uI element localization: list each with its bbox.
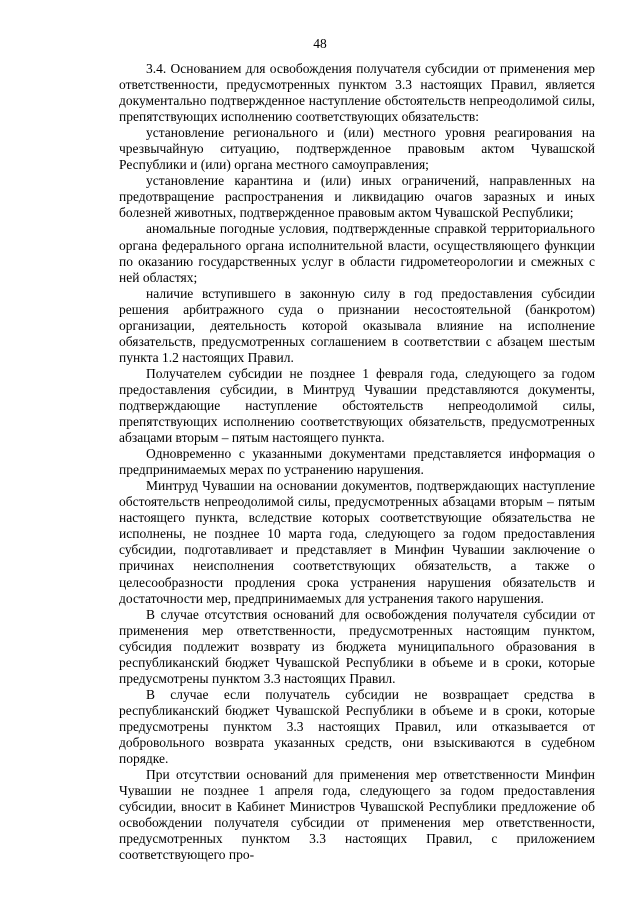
page-number: 48 [313, 36, 327, 51]
document-body [119, 61, 595, 863]
paragraph-weather-conditions: аномальные погодные условия, подтвержденные справкой территориального органа федерального органа исполнительной власти, осуществляющего функции по оказанию государственных услуг в области гидрометеорологии и смежных с ней областях; [119, 221, 595, 285]
paragraph-documents-deadline: Получателем субсидии не позднее 1 февраля года, следующего за годом предоставления субсидии, в Минтруд Чувашии представляются документы, подтверждающие наступление обстоятельств непреодолимой силы, препятствующих исполнению соответствующих обязательств, предусмотренных абзацами вторым – пятым настоящего пункта. [119, 365, 595, 446]
paragraph-grounds-for-exemption: 3.4. Основанием для освобождения получателя субсидии от применения мер ответственности, предусмотренных пунктом 3.3 настоящих Правил, является документально подтвержденное наступление обстоятельств непреодолимой силы, препятствующих исполнению соответствующих обязательств: [119, 61, 595, 125]
paragraph-bankruptcy: наличие вступившего в законную силу в год предоставления субсидии решения арбитражного суда о признании несостоятельной (банкротом) организации, деятельность которой оказывала влияние на исполнение обязательств, предусмотренных соглашением в соответствии с абзацем шестым пункта 1.2 настоящих Правил. [119, 285, 595, 365]
paragraph-minfin-proposal: При отсутствии оснований для применения мер ответственности Минфин Чувашии не позднее 1 апреля года, следующего за годом предоставления субсидии, вносит в Кабинет Министров Чувашской Республики предложение об освобождении получателя субсидии от применения мер ответственности, предусмотренных пунктом 3.3 настоящих Правил, с приложением соответствующего про- [119, 767, 595, 863]
paragraph-quarantine: установление карантина и (или) иных ограничений, направленных на предотвращение распространения и ликвидацию очагов заразных и иных болезней животных, подтвержденное правовым актом Чувашской Республики; [119, 173, 595, 221]
paragraph-emergency-response: установление регионального и (или) местного уровня реагирования на чрезвычайную ситуацию, подтвержденное правовым актом Чувашской Республики и (или) органа местного самоуправления; [119, 125, 595, 173]
paragraph-court-recovery: В случае если получатель субсидии не возвращает средства в республиканский бюджет Чувашской Республики в объеме и в сроки, которые предусмотрены пунктом 3.3 настоящих Правил, или отказывается от добровольного возврата указанных средств, они взыскиваются в судебном порядке. [119, 686, 595, 767]
paragraph-remedy-information: Одновременно с указанными документами представляется информация о предпринимаемых мерах по устранению нарушения. [119, 446, 595, 478]
paragraph-mintrud-conclusion: Минтруд Чувашии на основании документов, подтверждающих наступление обстоятельств непреодолимой силы, предусмотренных абзацами вторым – пятым настоящего пункта, вследствие которых соответствующие обязательства не исполнены, не позднее 10 марта года, следующего за годом предоставления субсидии, подготавливает и представляет в Минфин Чувашии заключение о причинах неисполнения соответствующих обязательств, а также о целесообразности продления срока устранения нарушения обязательств и достаточности мер, предпринимаемых для устранения такого нарушения. [119, 478, 595, 606]
paragraph-subsidy-return: В случае отсутствия оснований для освобождения получателя субсидии от применения мер ответственности, предусмотренных настоящим пунктом, субсидия подлежит возврату из бюджета муниципального образования в республиканский бюджет Чувашской Республики в объеме и в сроки, которые предусмотрены пунктом 3.3 настоящих Правил. [119, 606, 595, 686]
